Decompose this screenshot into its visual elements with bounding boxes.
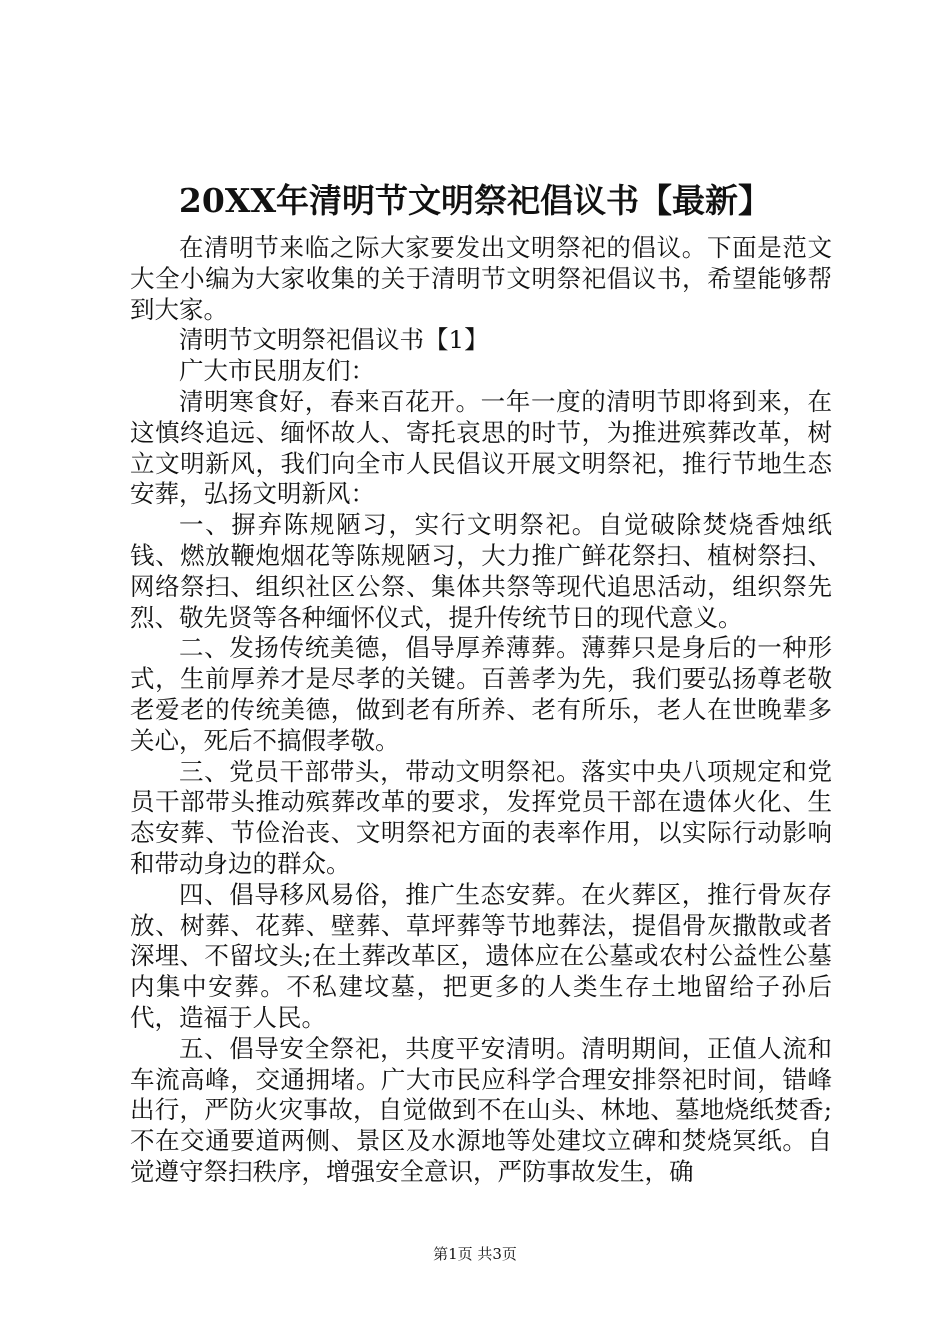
paragraph-item-1: 一、摒弃陈规陋习，实行文明祭祀。自觉破除焚烧香烛纸钱、燃放鞭炮烟花等陈规陋习，大力推广鲜花祭扫、植树祭扫、网络祭扫、组织社区公祭、集体共祭等现代追思活动，组织祭先烈、敬先贤等各种缅怀仪式，提升传统节日的现代意义。	[130, 510, 832, 632]
paragraph-item-3: 三、党员干部带头，带动文明祭祀。落实中央八项规定和党员干部带头推动殡葬改革的要求，发挥党员干部在遗体火化、生态安葬、节俭治丧、文明祭祀方面的表率作用，以实际行动影响和带动身边的群众。	[130, 756, 832, 878]
paragraph-opening: 清明寒食好，春来百花开。一年一度的清明节即将到来，在这慎终追远、缅怀故人、寄托哀思的时节，为推进殡葬改革，树立文明新风，我们向全市人民倡议开展文明祭祀，推行节地生态安葬，弘扬文明新风：	[130, 386, 832, 509]
document-title: 20XX年清明节文明祭祀倡议书【最新】	[178, 181, 772, 220]
paragraph-salutation: 广大市民朋友们：	[179, 356, 375, 386]
paragraph-subheading: 清明节文明祭祀倡议书【1】	[179, 325, 489, 355]
paragraph-item-5: 五、倡导安全祭祀，共度平安清明。清明期间，正值人流和车流高峰，交通拥堵。广大市民应科学合理安排祭祀时间，错峰出行，严防火灾事故，自觉做到不在山头、林地、墓地烧纸焚香;不在交通要道两侧、景区及水源地等处建坟立碑和焚烧冥纸。自觉遵守祭扫秩序，增强安全意识，严防事故发生，确	[130, 1033, 832, 1186]
page-footer: 第1页 共3页	[433, 1245, 517, 1263]
paragraph-item-4: 四、倡导移风易俗，推广生态安葬。在火葬区，推行骨灰存放、树葬、花葬、壁葬、草坪葬等节地葬法，提倡骨灰撒散或者深埋、不留坟头;在土葬改革区，遗体应在公墓或农村公益性公墓内集中安葬。不私建坟墓，把更多的人类生存土地留给子孙后代，造福于人民。	[130, 879, 832, 1032]
paragraph-intro: 在清明节来临之际大家要发出文明祭祀的倡议。下面是范文大全小编为大家收集的关于清明节文明祭祀倡议书，希望能够帮到大家。	[130, 233, 832, 324]
document-body	[130, 233, 832, 1188]
paragraph-item-2: 二、发扬传统美德，倡导厚养薄葬。薄葬只是身后的一种形式，生前厚养才是尽孝的关键。百善孝为先，我们要弘扬尊老敬老爱老的传统美德，做到老有所养、老有所乐，老人在世晚辈多关心，死后不搞假孝敬。	[130, 633, 832, 755]
